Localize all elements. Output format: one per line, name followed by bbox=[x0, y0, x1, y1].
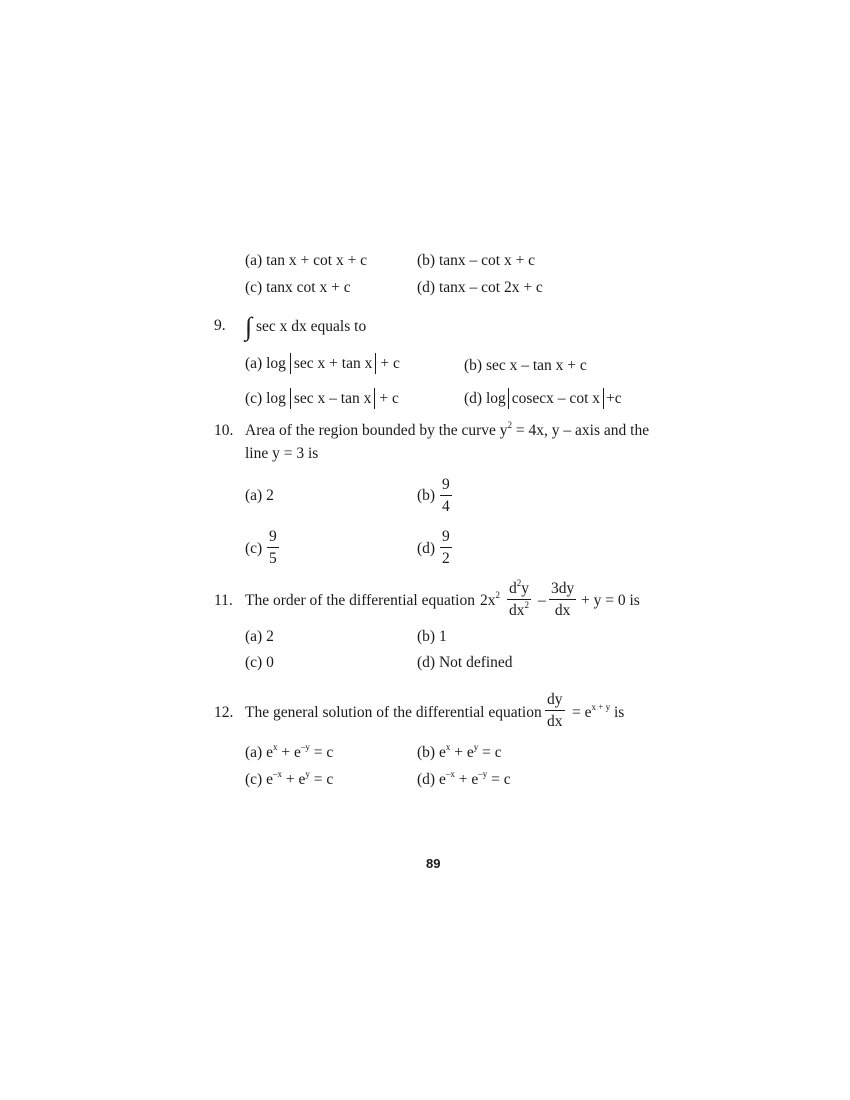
q11-minus: – bbox=[538, 592, 546, 609]
p: + e bbox=[454, 771, 479, 788]
coef-sup: 2 bbox=[495, 590, 500, 600]
numerator: 9 bbox=[440, 477, 452, 496]
q11-number: 11. bbox=[214, 592, 233, 609]
s: –y bbox=[478, 769, 488, 779]
q10-text-b: = 4x, y – axis and the bbox=[512, 422, 650, 439]
q10-option-a: (a) 2 bbox=[245, 487, 274, 504]
q10-option-b-fraction bbox=[440, 477, 452, 514]
q11-option-a: (a) 2 bbox=[245, 628, 274, 645]
q9-c-prefix: (c) log bbox=[245, 390, 286, 407]
q11-coefficient bbox=[480, 590, 500, 609]
q11-option-d: (d) Not defined bbox=[417, 654, 513, 671]
eq: = e bbox=[572, 704, 592, 721]
dx: dx bbox=[509, 601, 525, 619]
s: y bbox=[305, 769, 310, 779]
q10-option-d-fraction bbox=[440, 529, 452, 566]
p: + e bbox=[281, 771, 306, 788]
q11-fraction-1 bbox=[507, 578, 531, 619]
s: y bbox=[473, 742, 479, 752]
q9-text: sec x dx equals to bbox=[256, 318, 367, 335]
s: x bbox=[445, 742, 451, 752]
denominator: dx bbox=[554, 601, 571, 619]
q9-option-d bbox=[464, 391, 622, 407]
q9-c-suffix: + c bbox=[379, 390, 399, 407]
q10-option-b-label: (b) bbox=[417, 487, 436, 504]
p: + e bbox=[450, 744, 474, 761]
s: x bbox=[272, 742, 278, 752]
q12-number: 12. bbox=[214, 704, 234, 721]
q9-a-prefix: (a) log bbox=[245, 355, 286, 372]
p: (a) e bbox=[245, 744, 273, 761]
q10-text-a: Area of the region bounded by the curve y bbox=[245, 422, 508, 439]
coef: 2x bbox=[480, 592, 496, 609]
denominator: 5 bbox=[269, 549, 277, 567]
numerator: 3dy bbox=[549, 581, 576, 600]
s: –y bbox=[300, 742, 310, 752]
p: + e bbox=[277, 744, 301, 761]
p: = c bbox=[309, 744, 334, 761]
q11-tail: + y = 0 is bbox=[581, 592, 640, 609]
sup: 2 bbox=[516, 578, 522, 588]
q9-number: 9. bbox=[214, 317, 226, 334]
q8-option-a: (a) tan x + cot x + c bbox=[245, 252, 368, 269]
q12-option-a bbox=[245, 742, 334, 761]
p: (d) e bbox=[417, 771, 446, 788]
q10-line1 bbox=[245, 420, 650, 439]
eq-sup: x + y bbox=[591, 702, 611, 712]
q12-option-c bbox=[245, 769, 334, 788]
q9-option-b: (b) sec x – tan x + c bbox=[464, 357, 587, 374]
q11-text: The order of the differential equation bbox=[245, 592, 475, 609]
q8-option-b: (b) tanx – cot x + c bbox=[417, 252, 536, 269]
integral-sign: ∫ bbox=[245, 312, 253, 341]
denominator: 4 bbox=[442, 497, 450, 515]
q12-tail bbox=[572, 702, 625, 721]
denominator: dx bbox=[547, 712, 563, 730]
q10-option-c-label: (c) bbox=[245, 540, 263, 557]
p: = c bbox=[309, 771, 334, 788]
q12-option-b bbox=[417, 742, 502, 761]
q9-d-prefix: (d) log bbox=[464, 390, 506, 407]
q9-c-abs: sec x – tan x bbox=[290, 388, 375, 409]
q10-option-c-fraction bbox=[267, 529, 279, 566]
q9-option-c bbox=[245, 391, 399, 407]
q12-text: The general solution of the differential equation bbox=[245, 704, 542, 721]
p: (b) e bbox=[417, 744, 446, 761]
sup: 2 bbox=[524, 599, 529, 610]
page-number: 89 bbox=[426, 856, 441, 871]
s: –x bbox=[445, 769, 455, 779]
q10-sup: 2 bbox=[507, 420, 513, 430]
denominator bbox=[509, 600, 529, 619]
numerator bbox=[507, 578, 531, 600]
is: is bbox=[610, 704, 625, 721]
numerator: 9 bbox=[440, 529, 452, 548]
y: y bbox=[521, 580, 529, 597]
q10-option-d-label: (d) bbox=[417, 540, 436, 557]
q9-a-abs: sec x + tan x bbox=[290, 353, 376, 374]
q11-fraction-2 bbox=[549, 581, 576, 618]
q9-a-suffix: + c bbox=[380, 355, 400, 372]
q10-number: 10. bbox=[214, 422, 234, 439]
q11-option-c: (c) 0 bbox=[245, 654, 274, 671]
denominator: 2 bbox=[442, 549, 450, 567]
q12-option-d bbox=[417, 769, 511, 788]
q9-option-a bbox=[245, 356, 400, 372]
q9-d-abs: cosecx – cot x bbox=[508, 388, 604, 409]
p: (c) e bbox=[245, 771, 273, 788]
q10-line2: line y = 3 is bbox=[245, 445, 319, 462]
p: = c bbox=[478, 744, 502, 761]
numerator: 9 bbox=[267, 529, 279, 548]
q11-option-b: (b) 1 bbox=[417, 628, 447, 645]
q9-d-suffix: +c bbox=[606, 390, 622, 407]
s: –x bbox=[272, 769, 282, 779]
q9-question bbox=[245, 310, 367, 341]
p: = c bbox=[487, 771, 511, 788]
q8-option-d: (d) tanx – cot 2x + c bbox=[417, 279, 543, 296]
q12-fraction bbox=[545, 692, 565, 729]
d: d bbox=[509, 580, 517, 597]
numerator: dy bbox=[545, 692, 565, 711]
q8-option-c: (c) tanx cot x + c bbox=[245, 279, 351, 296]
